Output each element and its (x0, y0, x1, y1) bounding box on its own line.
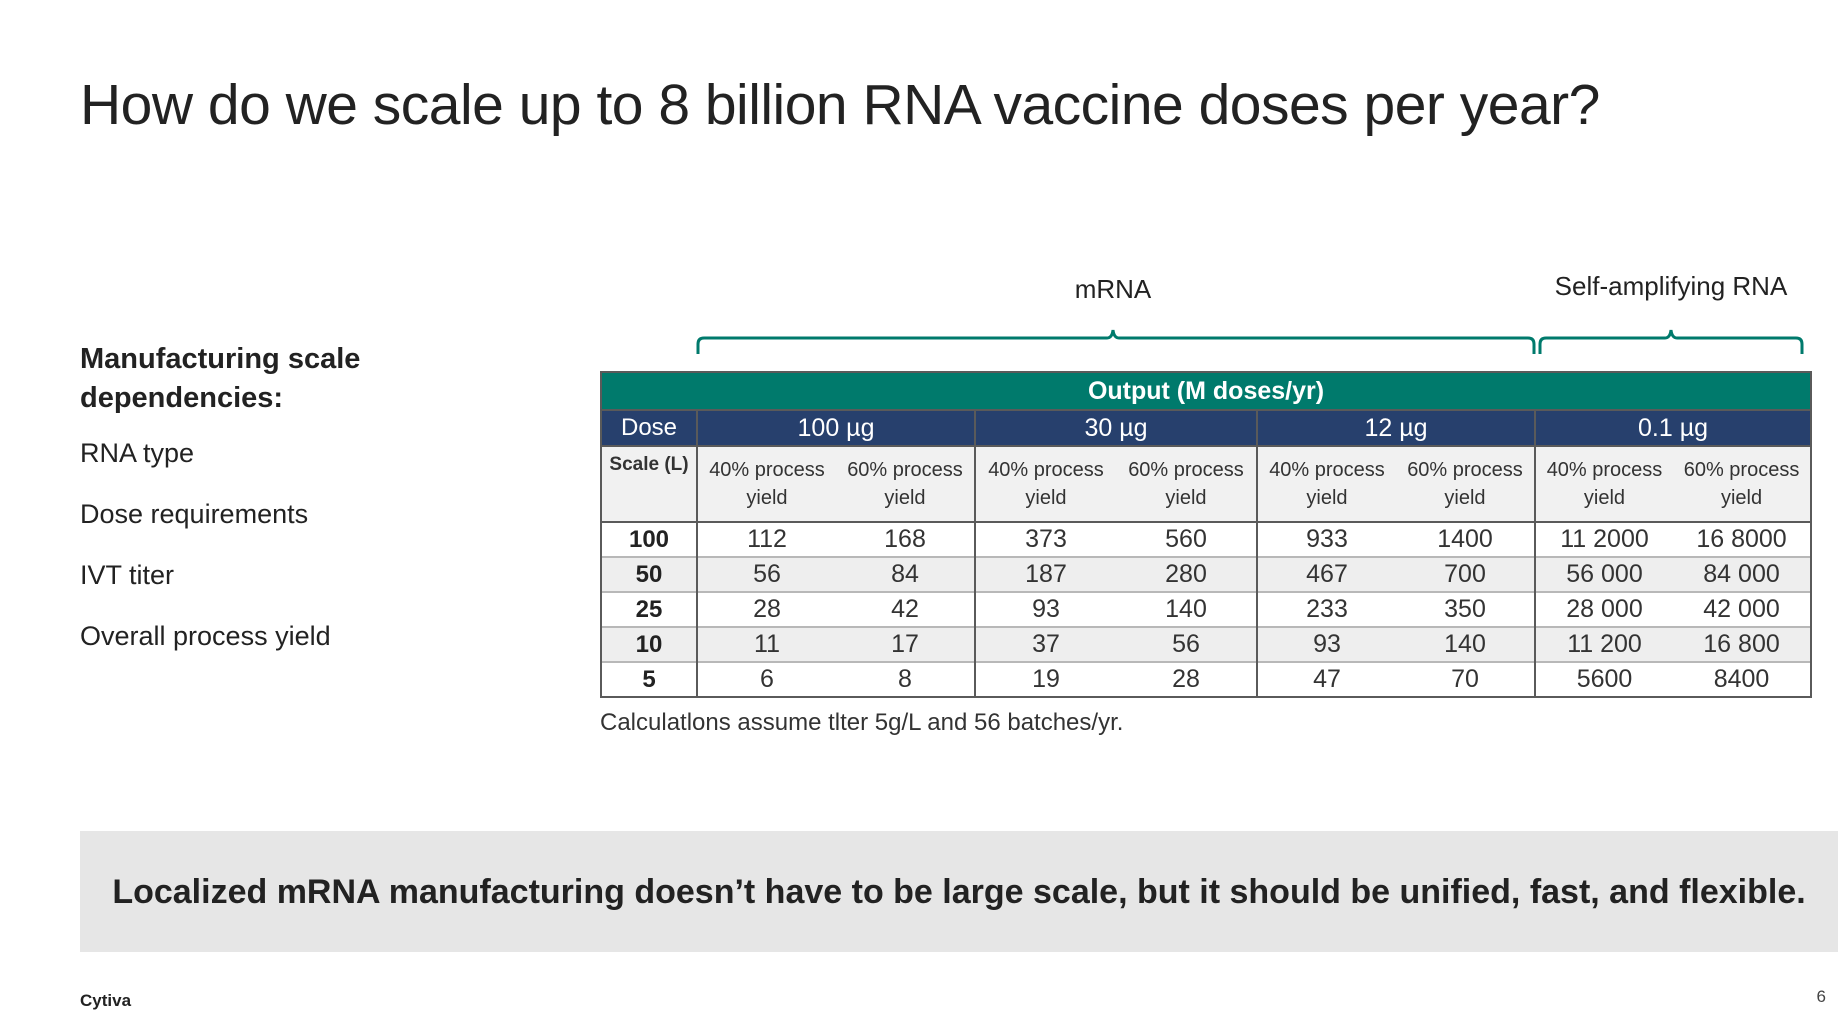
dose-header-12ug: 12 µg (1257, 410, 1535, 446)
dose-label: Dose (601, 410, 697, 446)
table-cell: 16 800 (1673, 627, 1811, 662)
table-cell: 37 (975, 627, 1116, 662)
table-cell: 467 (1257, 557, 1396, 592)
yield-header (1396, 446, 1535, 522)
yield-header-line2: yield (1025, 487, 1067, 509)
yield-header-line1: 40% process (709, 459, 825, 481)
table-row (601, 522, 1811, 557)
table-cell: 8400 (1673, 662, 1811, 697)
scale-cell: 5 (601, 662, 697, 697)
yield-header-line2: yield (1720, 487, 1763, 509)
yield-header-line1: 60% process (1683, 459, 1800, 481)
mrna-bracket (698, 330, 1534, 354)
table-cell: 56 (1116, 627, 1257, 662)
table-cell: 84 (836, 557, 975, 592)
table-cell: 11 (697, 627, 836, 662)
slide-title: How do we scale up to 8 billion RNA vaccine doses per year? (80, 73, 1600, 137)
dependency-item: Dose requirements (80, 499, 309, 529)
key-message-text: Localized mRNA manufacturing doesn’t have to be large scale, but it should be unified, fast, and flexible. (112, 872, 1806, 911)
dose-header-0-1ug: 0.1 µg (1535, 410, 1811, 446)
table-cell: 28 (1116, 662, 1257, 697)
table-row (601, 627, 1811, 662)
yield-header-line2: yield (1583, 487, 1626, 509)
table-cell: 56 (697, 557, 836, 592)
brand-name: Cytiva (80, 991, 132, 1010)
yield-header (1673, 446, 1811, 522)
table-cell: 28 000 (1535, 592, 1673, 627)
scale-label: Scale (L) (601, 446, 697, 522)
table-cell: 6 (697, 662, 836, 697)
table-cell: 11 2000 (1535, 522, 1673, 557)
yield-header-line1: 40% process (1546, 459, 1663, 481)
table-cell: 84 000 (1673, 557, 1811, 592)
dependency-item: IVT titer (80, 560, 175, 590)
table-cell: 140 (1116, 592, 1257, 627)
table-cell: 1400 (1396, 522, 1535, 557)
table-cell: 17 (836, 627, 975, 662)
table-cell: 42 000 (1673, 592, 1811, 627)
yield-header-line2: yield (1444, 487, 1486, 509)
table-cell: 93 (1257, 627, 1396, 662)
table-cell: 56 000 (1535, 557, 1673, 592)
yield-header (1116, 446, 1257, 522)
key-message-banner (80, 831, 1838, 952)
scale-cell: 25 (601, 592, 697, 627)
dependency-item: Overall process yield (80, 621, 331, 651)
table-cell: 700 (1396, 557, 1535, 592)
table-cell: 5600 (1535, 662, 1673, 697)
yield-header (975, 446, 1116, 522)
table-cell: 168 (836, 522, 975, 557)
yield-header-line1: 60% process (847, 459, 963, 481)
table-cell: 933 (1257, 522, 1396, 557)
table-cell: 47 (1257, 662, 1396, 697)
sarna-bracket-label: Self-amplifying RNA (1554, 271, 1788, 301)
table-row (601, 592, 1811, 627)
dose-header-30ug: 30 µg (975, 410, 1257, 446)
yield-header-line1: 40% process (988, 459, 1104, 481)
scale-cell: 50 (601, 557, 697, 592)
dose-header-100ug: 100 µg (697, 410, 975, 446)
table-cell: 233 (1257, 592, 1396, 627)
yield-header (1257, 446, 1396, 522)
table-cell: 11 200 (1535, 627, 1673, 662)
sarna-bracket (1540, 330, 1802, 354)
yield-header (1535, 446, 1673, 522)
dependency-item: RNA type (80, 438, 195, 468)
table-cell: 8 (836, 662, 975, 697)
yield-header-line2: yield (746, 487, 788, 509)
table-cell: 350 (1396, 592, 1535, 627)
yield-header-line1: 60% process (1128, 459, 1244, 481)
scale-cell: 10 (601, 627, 697, 662)
table-cell: 19 (975, 662, 1116, 697)
table-cell: 42 (836, 592, 975, 627)
table-cell: 373 (975, 522, 1116, 557)
table-cell: 70 (1396, 662, 1535, 697)
rna-type-brackets (600, 268, 1820, 358)
table-cell: 140 (1396, 627, 1535, 662)
table-cell: 112 (697, 522, 836, 557)
mrna-bracket-label: mRNA (1074, 274, 1152, 304)
yield-header-line2: yield (884, 487, 926, 509)
yield-header-line1: 40% process (1269, 459, 1385, 481)
output-table (600, 371, 1812, 698)
page-number: 6 (1816, 987, 1826, 1006)
table-cell: 93 (975, 592, 1116, 627)
table-row (601, 662, 1811, 697)
yield-header-line2: yield (1165, 487, 1207, 509)
table-cell: 28 (697, 592, 836, 627)
dependencies-heading: Manufacturing scale dependencies: (80, 343, 361, 414)
yield-header-line1: 60% process (1407, 459, 1523, 481)
table-row (601, 557, 1811, 592)
table-cell: 280 (1116, 557, 1257, 592)
table-cell: 560 (1116, 522, 1257, 557)
dependencies-panel (80, 340, 500, 652)
scale-cell: 100 (601, 522, 697, 557)
yield-header (697, 446, 836, 522)
output-header: Output (M doses/yr) (601, 372, 1811, 410)
yield-header-line2: yield (1306, 487, 1348, 509)
table-cell: 187 (975, 557, 1116, 592)
calculation-footnote: Calculatlons assume tlter 5g/L and 56 batches/yr. (600, 709, 1124, 736)
yield-header (836, 446, 975, 522)
table-cell: 16 8000 (1673, 522, 1811, 557)
